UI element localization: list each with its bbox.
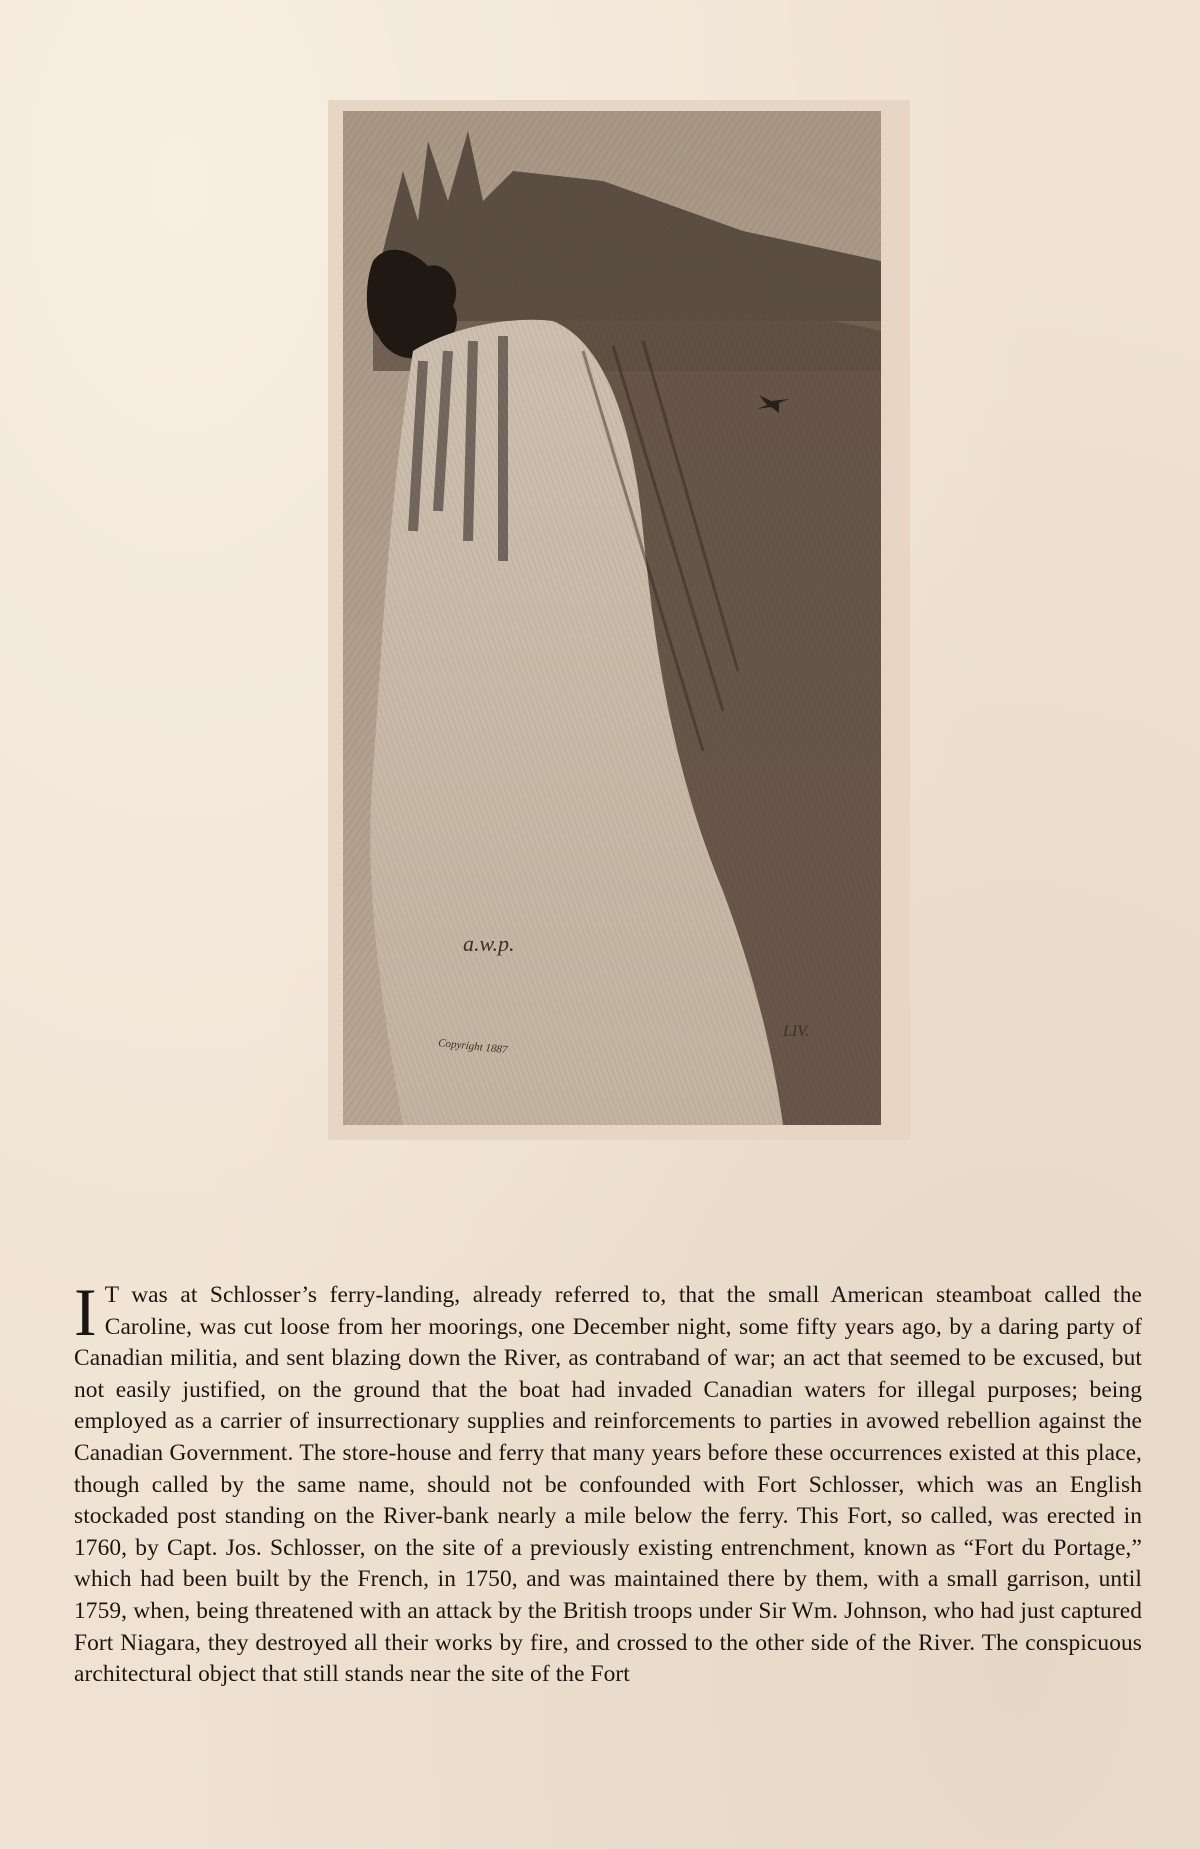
plate-number: LIV. bbox=[783, 1023, 809, 1040]
copyright-mark: Copyright 1887 bbox=[437, 1037, 508, 1057]
body-text bbox=[74, 1274, 1142, 1691]
artist-monogram: a.w.p. bbox=[463, 931, 515, 956]
body-paragraph: T was at Schlosser’s ferry-landing, already referred to, that the small American steamboat called the Caroline, was cut loose from her moorings, one December night, some fifty years ago, by a daring party of Canadian militia, and sent blazing down the River, as contraband of war; an act that seemed to be excused, but not easily justified, on the ground that the boat had invaded Canadian waters for illegal purposes; being employed as a carrier of insurrectionary supplies and reinforcements to parties in avowed rebellion against the Canadian Government. The store-house and ferry that many years before these occurrences existed at this place, though called by the same name, should not be confounded with Fort Schlosser, which was an English stockaded post standing on the River-bank nearly a mile below the ferry. This Fort, so called, was erected in 1760, by Capt. Jos. Schlosser, on the site of a previously existing entrenchment, known as “Fort du Portage,” which had been built by the French, in 1750, and was maintained there by them, with a small garrison, until 1759, when, being threatened with an attack by the British troops under Sir Wm. Johnson, who had just captured Fort Niagara, they destroyed all their works by fire, and crossed to the other side of the River. The conspicuous architectural object that still stands near the site of the Fort bbox=[74, 1282, 1142, 1688]
drop-cap: I bbox=[74, 1274, 97, 1350]
waterfall-etching bbox=[343, 111, 881, 1125]
